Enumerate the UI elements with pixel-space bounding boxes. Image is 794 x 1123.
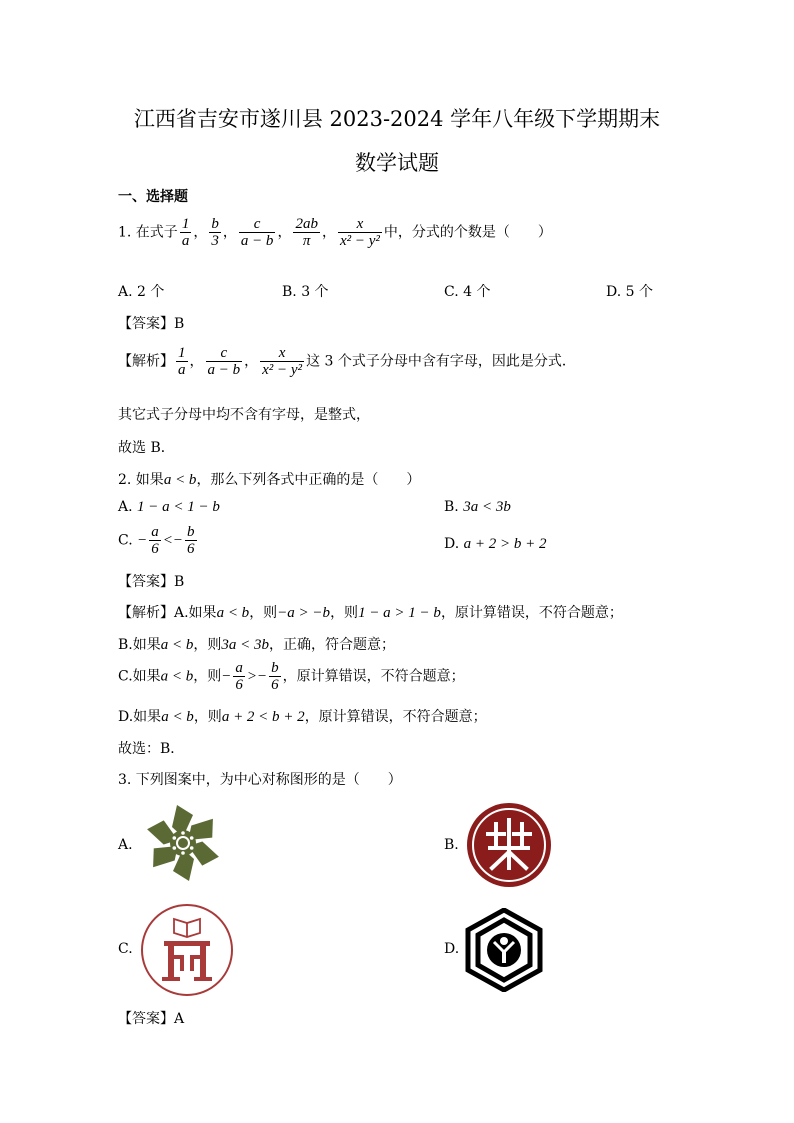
q1-answer: 【答案】B [118, 316, 185, 332]
hexagon-emblem-icon [464, 908, 544, 992]
q1-frac-2: $\frac{b}{3}$ [211, 216, 219, 249]
q1-suffix: 中，分式的个数是（ ） [383, 224, 552, 241]
q1-frac-1: $\frac{1}{a}$ [181, 216, 190, 249]
q1-frac-4: $\frac{2ab}{\pi}$ [295, 216, 318, 249]
q2-analysis-b: B.如果a < b，则3a < 3b，正确，符合题意； [118, 637, 395, 653]
q1-option-b: B. 3 个 [282, 284, 329, 300]
q1-analysis: 【解析】 $\frac{1}{a}$ ， $\frac{c}{a - b}$ ， $\frac{x}{\text{x² − y²}}$ 这 3 个式子分母中含有字母，因此是分式． [118, 345, 576, 378]
q2-analysis-c: C.如果a < b，则− $\frac{a}{6}$ >− $\frac{b}{6}$ ，原计算错误，不符合题意； [118, 660, 465, 693]
book-gate-emblem-icon [140, 903, 234, 997]
q2-option-d: D. a + 2 > b + 2 [444, 536, 547, 552]
q1-option-d: D. 5 个 [606, 284, 653, 300]
q1-frac-5: $\frac{x}{\text{x² − y²}}$ [339, 216, 380, 249]
q2-option-a: A. 1 − a < 1 − b [118, 499, 220, 515]
title-line-2: 数学试题 [355, 151, 439, 175]
section-heading: 一、选择题 [118, 189, 188, 205]
q2-option-b: B. 3a < 3b [444, 499, 511, 515]
q3-answer: 【答案】A [118, 1011, 185, 1027]
q1-frac-3: $\frac{c}{a - b}$ [240, 216, 274, 249]
q3-label-b: B. [444, 837, 459, 853]
q3-stem: 3. 下列图案中，为中心对称图形的是（ ） [118, 772, 402, 788]
q1-analysis-line-3: 故选 B． [118, 440, 175, 456]
q2-option-c: C. − $\frac{a}{6}$ <− $\frac{b}{6}$ [118, 524, 195, 557]
q3-label-a: A. [118, 837, 133, 853]
q3-label-d: D. [444, 941, 460, 957]
q2-stem: 2. 如果a < b，那么下列各式中正确的是（ ） [118, 472, 421, 488]
q1-option-c: C. 4 个 [444, 284, 491, 300]
q1-stem: 1. 在式子 $\frac{1}{a}$ ， $\frac{b}{3}$ ， $\frac{c}{a - b}$ ， $\frac{2ab}{\pi}$ ， $\frac{x}{\text{x² − y²}}$ 中，分式的个数是（ ） [118, 216, 552, 249]
q2-conclusion: 故选：B． [118, 741, 185, 757]
q2-analysis-a: 【解析】A.如果a < b，则−a > −b，则1 − a > 1 − b，原计算错误，不符合题意； [118, 605, 623, 621]
maroon-seal-icon [466, 802, 552, 888]
q1-prefix: 1. 在式子 [118, 224, 178, 241]
q3-label-c: C. [118, 941, 133, 957]
q1-analysis-line-2: 其它式子分母中均不含有字母，是整式， [118, 407, 370, 423]
q2-analysis-d: D.如果a < b，则a + 2 < b + 2，原计算错误，不符合题意； [118, 709, 487, 725]
pinwheel-flower-icon [140, 800, 226, 886]
title-line-1: 江西省吉安市遂川县 2023-2024 学年八年级下学期期末 [133, 107, 661, 131]
q2-answer: 【答案】B [118, 574, 185, 590]
q1-option-a: A. 2 个 [118, 284, 165, 300]
